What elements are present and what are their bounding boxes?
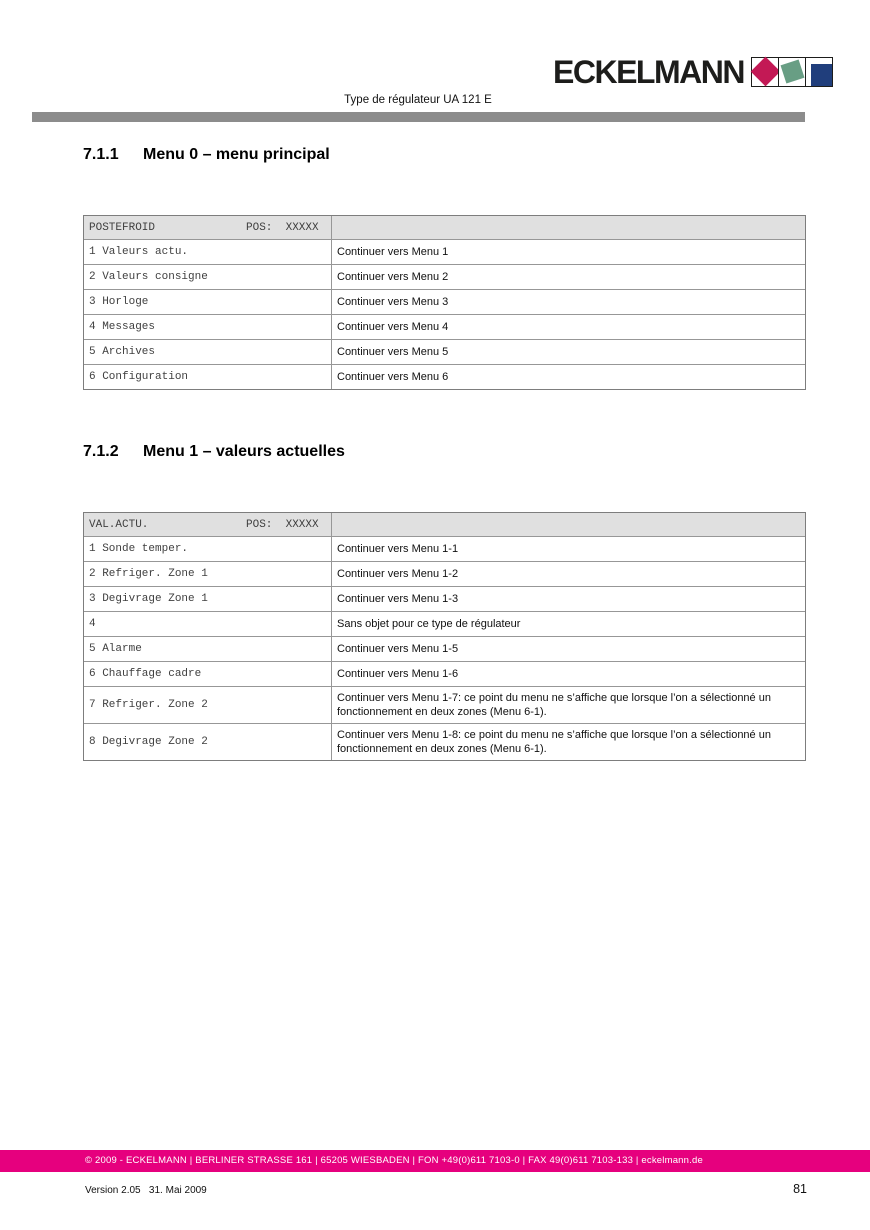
menu0-table: [83, 215, 806, 390]
menu-description-cell: Continuer vers Menu 4: [337, 321, 449, 333]
menu-description-cell: Continuer vers Menu 1-6: [337, 668, 459, 680]
table-header-empty-cell: [332, 224, 805, 232]
crimson-diamond-icon: [751, 57, 781, 87]
menu-item-cell: 1 Valeurs actu.: [84, 240, 332, 264]
table-row: [84, 264, 805, 289]
table-header-empty-cell: [332, 521, 805, 529]
menu-description-cell: Continuer vers Menu 5: [337, 346, 449, 358]
menu-description-cell: Continuer vers Menu 3: [337, 296, 449, 308]
menu-item-cell: 8 Degivrage Zone 2: [84, 724, 332, 760]
version-date-label: Version 2.05 31. Mai 2009: [85, 1185, 207, 1196]
menu-description-cell: Continuer vers Menu 1: [337, 246, 449, 258]
table-row: [84, 364, 805, 389]
table-row: [84, 723, 805, 760]
section-number: 7.1.1: [83, 146, 119, 163]
table-row: [84, 314, 805, 339]
logo-squares-icon: [751, 57, 833, 87]
menu-description-cell: Continuer vers Menu 1-7: ce point du menu ne s’affiche que lorsque l’on a sélectionné un fonctionnement en deux zones (Menu 6-1).: [337, 692, 771, 718]
table-row: [84, 536, 805, 561]
menu1-table: [83, 512, 806, 761]
blue-square-icon: [811, 64, 832, 86]
menu-description-cell: Continuer vers Menu 1-2: [337, 568, 459, 580]
device-name: POSTEFROID: [89, 221, 156, 234]
section-title: Menu 0 – menu principal: [143, 146, 330, 163]
section-number: 7.1.2: [83, 443, 119, 460]
table-row: [84, 239, 805, 264]
table-header-device-cell: [84, 216, 332, 239]
menu-item-cell: 6 Configuration: [84, 365, 332, 389]
header-rule: [32, 112, 805, 122]
document-type-header: Type de régulateur UA 121 E: [344, 94, 492, 106]
logo-box-green: [778, 57, 806, 87]
menu-description-cell: Continuer vers Menu 1-1: [337, 543, 459, 555]
section-heading-7-1-2: [83, 443, 345, 461]
pos-label: POS: XXXXX: [246, 518, 319, 531]
eckelmann-logo: [553, 55, 833, 89]
green-square-icon: [780, 60, 804, 84]
footer-copyright-bar: © 2009 - ECKELMANN | BERLINER STRASSE 161 | 65205 WIESBADEN | FON +49(0)611 7103-0 | FAX 49(0)611 7103-133 | eckelmann.de: [0, 1150, 870, 1172]
table-row: [84, 611, 805, 636]
logo-box-crimson: [751, 57, 779, 87]
pos-label: POS: XXXXX: [246, 221, 319, 234]
table-row: [84, 339, 805, 364]
table-header-row: [84, 216, 805, 239]
menu-description-cell: Sans objet pour ce type de régulateur: [337, 618, 521, 630]
menu-item-cell: 1 Sonde temper.: [84, 537, 332, 561]
table-header-row: [84, 513, 805, 536]
menu-item-cell: 4 Messages: [84, 315, 332, 339]
table-header-device-cell: [84, 513, 332, 536]
section-heading-7-1-1: [83, 146, 330, 164]
menu-item-cell: 3 Degivrage Zone 1: [84, 587, 332, 611]
menu-description-cell: Continuer vers Menu 1-8: ce point du menu ne s’affiche que lorsque l’on a sélectionné un fonctionnement en deux zones (Menu 6-1).: [337, 729, 771, 755]
section-title: Menu 1 – valeurs actuelles: [143, 443, 345, 460]
table-row: [84, 289, 805, 314]
device-name: VAL.ACTU.: [89, 518, 149, 531]
table-row: [84, 686, 805, 723]
menu-description-cell: Continuer vers Menu 1-5: [337, 643, 459, 655]
menu-item-cell: 3 Horloge: [84, 290, 332, 314]
menu-item-cell: 5 Alarme: [84, 637, 332, 661]
logo-wordmark: ECKELMANN: [553, 54, 744, 90]
menu-item-cell: 2 Refriger. Zone 1: [84, 562, 332, 586]
menu-item-cell: 2 Valeurs consigne: [84, 265, 332, 289]
page-number: 81: [793, 1182, 807, 1196]
table-row: [84, 661, 805, 686]
table-row: [84, 586, 805, 611]
menu-item-cell: 6 Chauffage cadre: [84, 662, 332, 686]
table-row: [84, 561, 805, 586]
menu-description-cell: Continuer vers Menu 1-3: [337, 593, 459, 605]
menu-description-cell: Continuer vers Menu 2: [337, 271, 449, 283]
menu-description-cell: Continuer vers Menu 6: [337, 371, 449, 383]
menu-item-cell: 7 Refriger. Zone 2: [84, 687, 332, 723]
menu-item-cell: 4: [84, 612, 332, 636]
logo-box-blue: [805, 57, 833, 87]
menu-item-cell: 5 Archives: [84, 340, 332, 364]
table-row: [84, 636, 805, 661]
